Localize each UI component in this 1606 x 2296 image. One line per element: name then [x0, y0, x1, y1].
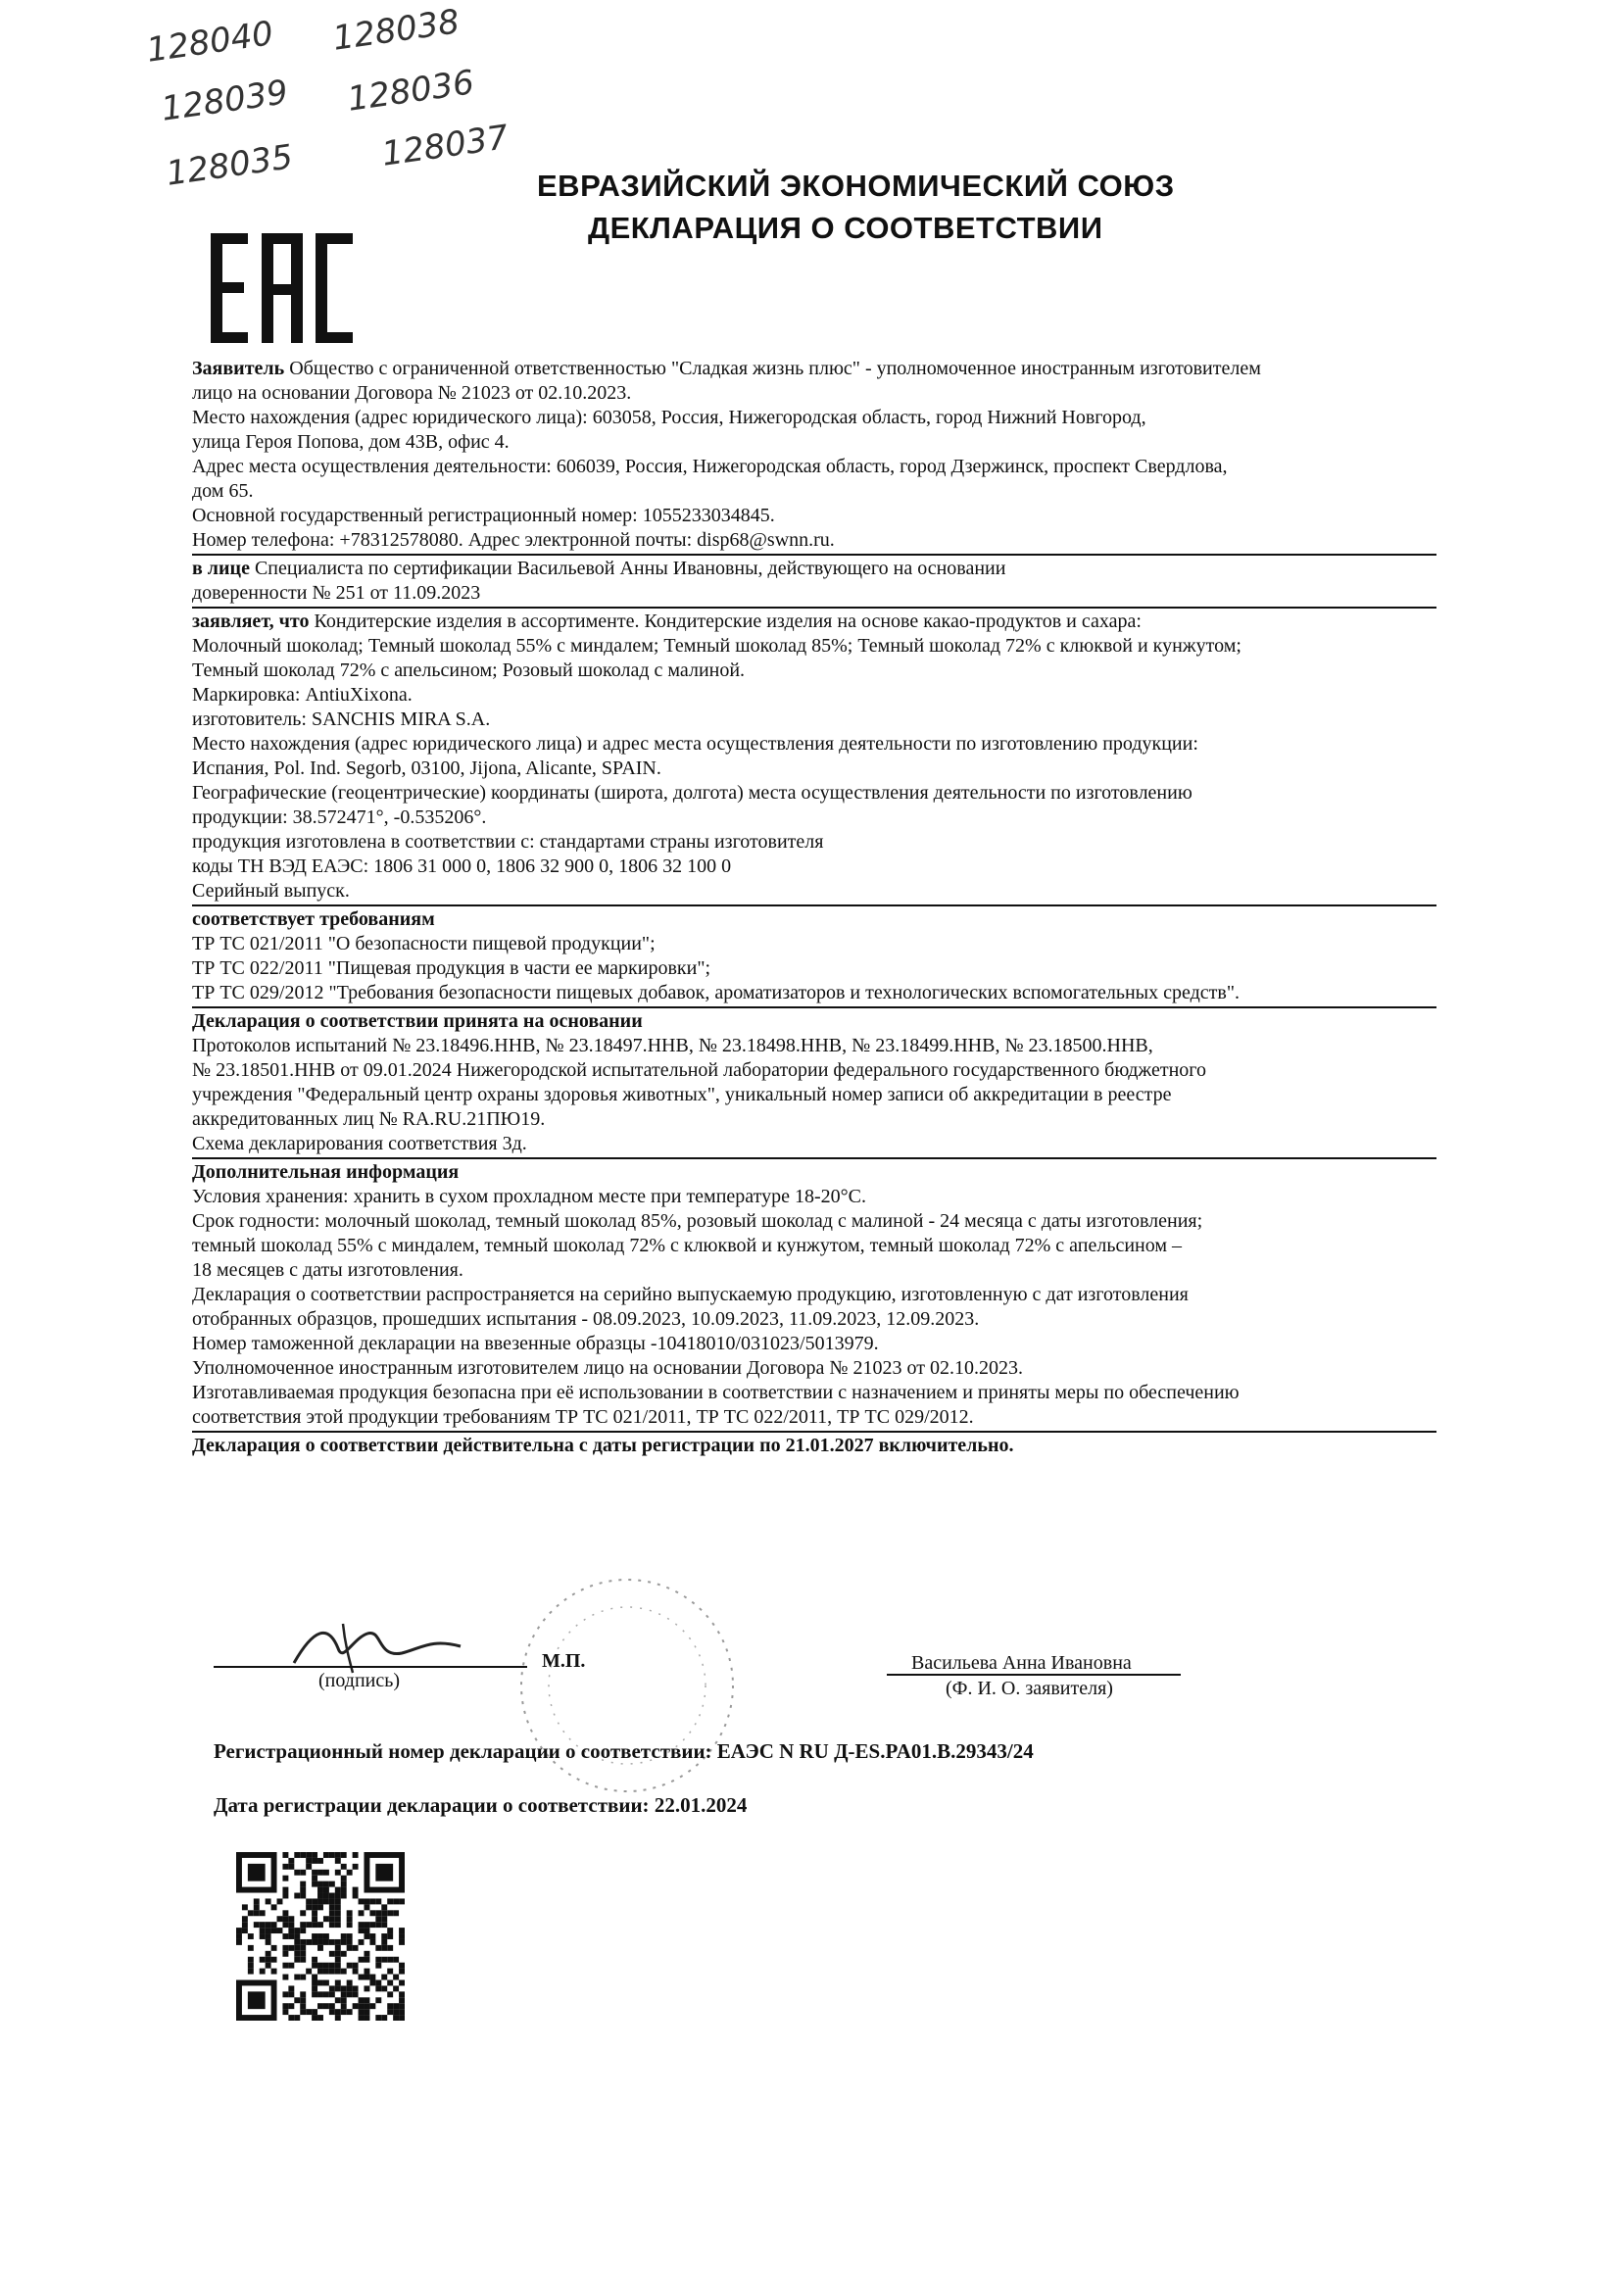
signer-name: Васильева Анна Ивановна [911, 1652, 1132, 1674]
applicant-label: Заявитель [192, 358, 285, 379]
declares-text: Молочный шоколад; Темный шоколад 55% с миндалем; Темный шоколад 85%; Темный шоколад 72% с клюквой и кунжутом; [192, 635, 1241, 657]
basis-text: учреждения "Федеральный центр охраны здоровья животных", уникальный номер записи об аккредитации в реестре [192, 1084, 1172, 1105]
declares-text: Место нахождения (адрес юридического лица) и адрес места осуществления деятельности по изготовлению продукции: [192, 733, 1198, 755]
handwritten-number: 128038 [330, 2, 462, 59]
signature-line [214, 1666, 527, 1668]
declares-text: продукции: 38.572471°, -0.535206°. [192, 806, 487, 828]
basis-text: Схема декларирования соответствия 3д. [192, 1133, 527, 1154]
additional-text: отобранных образцов, прошедших испытания - 08.09.2023, 10.09.2023, 11.09.2023, 12.09.2023. [192, 1308, 980, 1330]
declares-text: Темный шоколад 72% с апельсином; Розовый шоколад с малиной. [192, 659, 746, 681]
applicant-text: лицо на основании Договора № 21023 от 02.10.2023. [192, 382, 632, 404]
additional-label: Дополнительная информация [192, 1161, 460, 1183]
registration-number-label: Регистрационный номер декларации о соответствии: [214, 1739, 717, 1763]
declares-text: Испания, Pol. Ind. Segorb, 03100, Jijona, Alicante, SPAIN. [192, 757, 661, 779]
additional-text: Номер таможенной декларации на ввезенные образцы -10418010/031023/5013979. [192, 1333, 879, 1354]
basis-text: аккредитованных лиц № RA.RU.21ПЮ19. [192, 1108, 546, 1130]
registration-date-value: 22.01.2024 [654, 1793, 748, 1817]
applicant-text: улица Героя Попова, дом 43В, офис 4. [192, 431, 510, 453]
signer-caption: (Ф. И. О. заявителя) [946, 1678, 1113, 1699]
stamp-impression [510, 1568, 745, 1803]
divider [192, 1157, 1436, 1159]
divider [192, 904, 1436, 906]
qr-code [236, 1852, 405, 2021]
basis-text: № 23.18501.ННВ от 09.01.2024 Нижегородской испытательной лаборатории федерального государственного бюджетного [192, 1059, 1206, 1081]
requirements-text: ТР ТС 021/2011 "О безопасности пищевой продукции"; [192, 933, 656, 954]
handwritten-signature [284, 1619, 470, 1678]
applicant-text: Место нахождения (адрес юридического лица): 603058, Россия, Нижегородская область, город Нижний Новгород, [192, 407, 1146, 428]
representative-text: Специалиста по сертификации Васильевой Анны Ивановны, действующего на основании [249, 558, 1006, 579]
stamp-label: М.П. [542, 1650, 586, 1672]
additional-text: 18 месяцев с даты изготовления. [192, 1259, 463, 1281]
additional-text: Условия хранения: хранить в сухом прохладном месте при температуре 18-20°С. [192, 1186, 867, 1207]
divider [192, 1431, 1436, 1433]
additional-text: Изготавливаемая продукция безопасна при её использовании в соответствии с назначением и приняты меры по обеспечению [192, 1382, 1240, 1403]
applicant-text: Общество с ограниченной ответственностью "Сладкая жизнь плюс" - уполномоченное иностранным изготовителем [284, 358, 1261, 379]
signature-caption: (подпись) [318, 1670, 401, 1691]
declaration-body [192, 357, 1436, 1458]
additional-text: Декларация о соответствии распространяется на серийно выпускаемую продукцию, изготовленную с дат изготовления [192, 1284, 1189, 1305]
declares-text: изготовитель: SANCHIS MIRA S.A. [192, 708, 491, 730]
representative-label: в лице [192, 558, 250, 579]
applicant-text: Основной государственный регистрационный номер: 1055233034845. [192, 505, 775, 526]
basis-text: Протоколов испытаний № 23.18496.ННВ, № 23.18497.ННВ, № 23.18498.ННВ, № 23.18499.ННВ, № 23.18500.ННВ, [192, 1035, 1153, 1056]
handwritten-number: 128036 [345, 63, 477, 120]
representative-text: доверенности № 251 от 11.09.2023 [192, 582, 481, 604]
title-line-1: ЕВРАЗИЙСКИЙ ЭКОНОМИЧЕСКИЙ СОЮЗ [537, 169, 1175, 203]
declares-text: Географические (геоцентрические) координаты (широта, долгота) места осуществления деятельности по изготовлению [192, 782, 1192, 804]
validity-statement: Декларация о соответствии действительна с даты регистрации по 21.01.2027 включительно. [192, 1435, 1014, 1456]
divider [192, 554, 1436, 556]
declares-text: Серийный выпуск. [192, 880, 350, 902]
declares-text: продукция изготовлена в соответствии с: стандартами страны изготовителя [192, 831, 824, 853]
signer-name-line [887, 1674, 1181, 1676]
requirements-text: ТР ТС 022/2011 "Пищевая продукция в части ее маркировки"; [192, 957, 711, 979]
declares-label: заявляет, что [192, 611, 310, 632]
declares-text: коды ТН ВЭД ЕАЭС: 1806 31 000 0, 1806 32 900 0, 1806 32 100 0 [192, 855, 732, 877]
declares-text: Кондитерские изделия в ассортименте. Кондитерские изделия на основе какао-продуктов и сахара: [309, 611, 1142, 632]
divider [192, 607, 1436, 609]
additional-text: темный шоколад 55% с миндалем, темный шоколад 72% с клюквой и кунжутом, темный шоколад 72% с апельсином – [192, 1235, 1183, 1256]
registration-number-value: ЕАЭС N RU Д-ES.PA01.В.29343/24 [716, 1739, 1034, 1763]
additional-text: соответствия этой продукции требованиям ТР ТС 021/2011, ТР ТС 022/2011, ТР ТС 029/2012. [192, 1406, 974, 1428]
additional-text: Срок годности: молочный шоколад, темный шоколад 85%, розовый шоколад с малиной - 24 месяца с даты изготовления; [192, 1210, 1203, 1232]
requirements-label: соответствует требованиям [192, 908, 435, 930]
registration-date-label: Дата регистрации декларации о соответствии: [214, 1793, 655, 1817]
applicant-text: Номер телефона: +78312578080. Адрес электронной почты: disp68@swnn.ru. [192, 529, 835, 551]
requirements-text: ТР ТС 029/2012 "Требования безопасности пищевых добавок, ароматизаторов и технологических вспомогательных средств". [192, 982, 1241, 1003]
handwritten-number: 128039 [159, 73, 291, 129]
applicant-text: Адрес места осуществления деятельности: 606039, Россия, Нижегородская область, город Дзержинск, проспект Свердлова, [192, 456, 1228, 477]
handwritten-number: 128040 [144, 14, 276, 71]
eac-logo [211, 233, 353, 343]
handwritten-number: 128037 [379, 118, 511, 174]
title-line-2: ДЕКЛАРАЦИЯ О СООТВЕТСТВИИ [588, 211, 1103, 245]
registration-date [214, 1793, 747, 1818]
additional-text: Уполномоченное иностранным изготовителем лицо на основании Договора № 21023 от 02.10.2023. [192, 1357, 1023, 1379]
declares-text: Маркировка: AntiuXixona. [192, 684, 413, 706]
basis-label: Декларация о соответствии принята на основании [192, 1010, 643, 1032]
divider [192, 1006, 1436, 1008]
applicant-text: дом 65. [192, 480, 254, 502]
handwritten-number: 128035 [164, 137, 296, 194]
registration-number [214, 1739, 1034, 1764]
